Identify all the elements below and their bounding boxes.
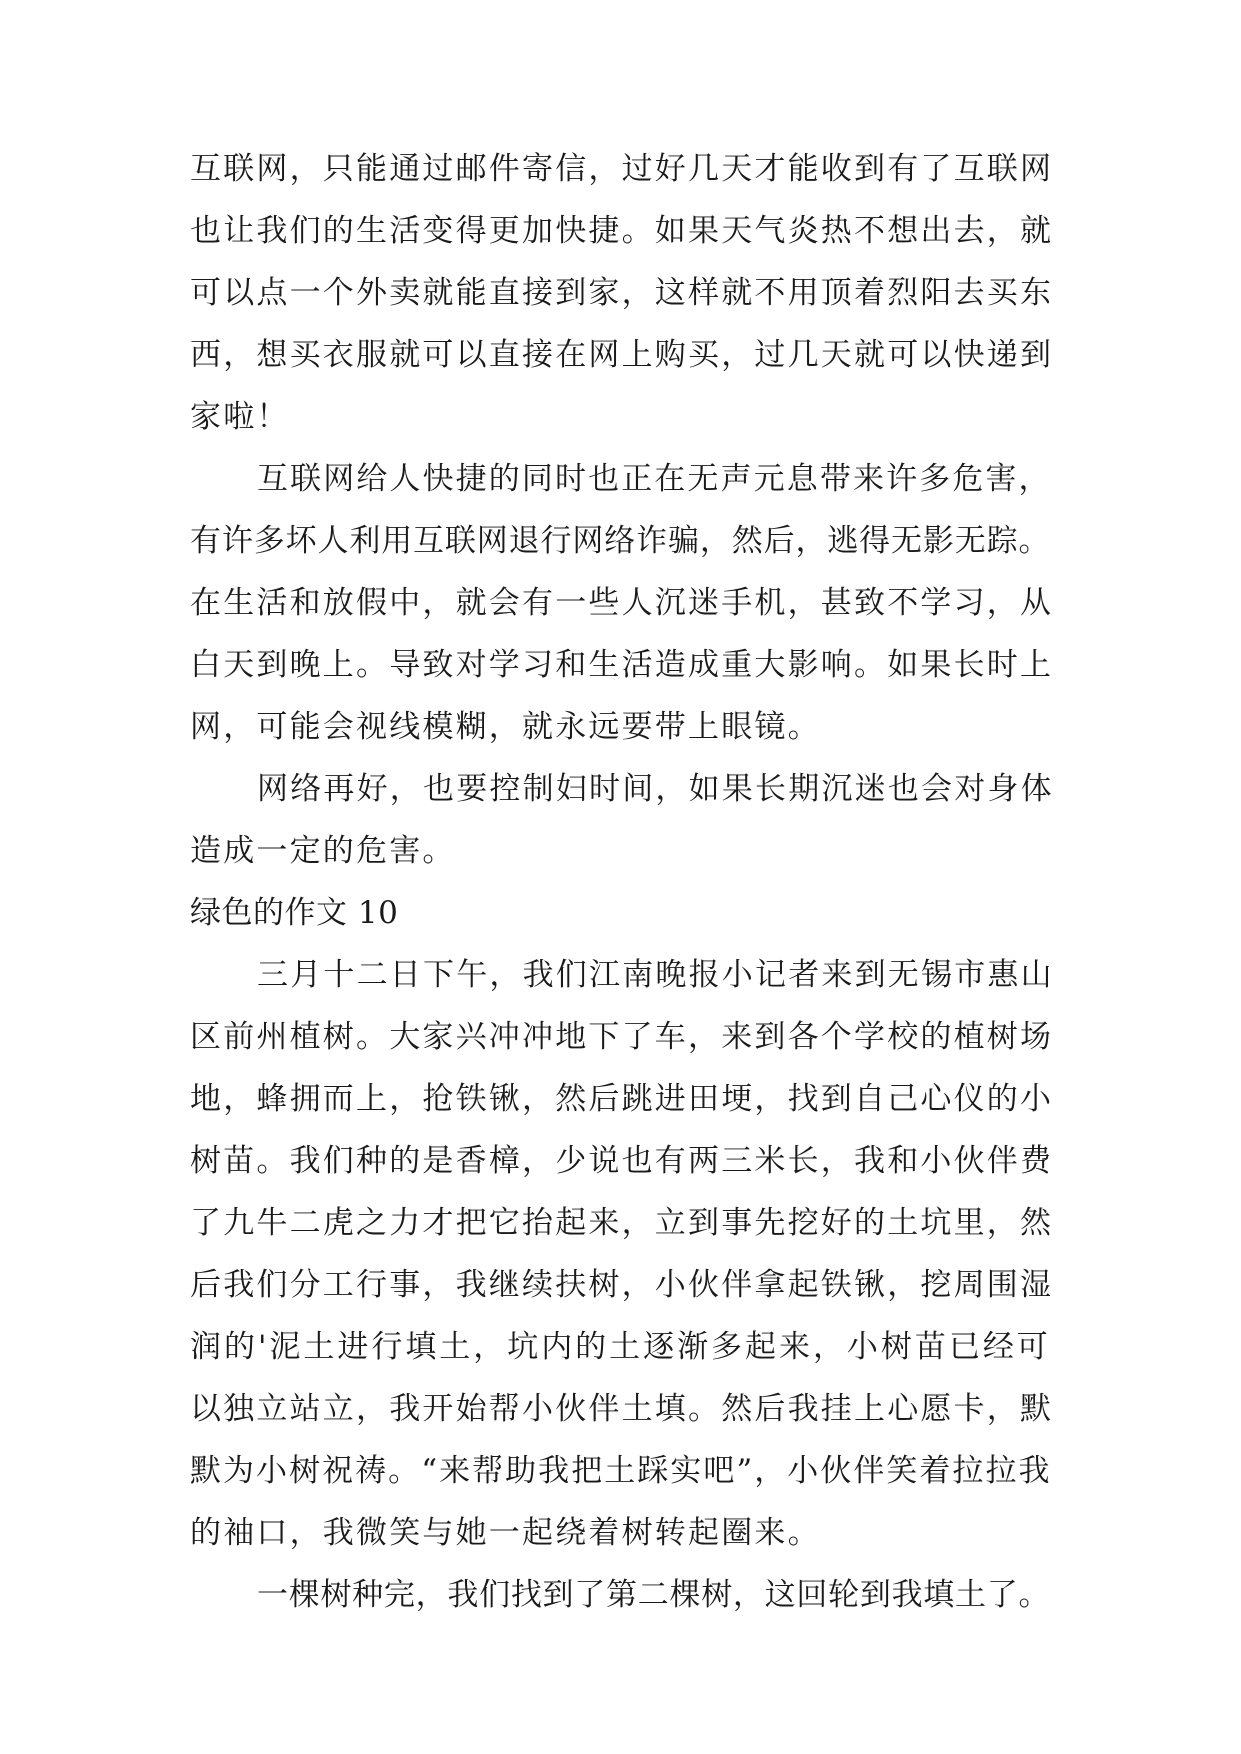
body-text-line: 地，蜂拥而上，抢铁锹，然后跳进田埂，找到自己心仪的小 (190, 1081, 1054, 1117)
body-text-line: 造成一定的危害。 (190, 833, 456, 869)
body-text-line: 在生活和放假中，就会有一些人沉迷手机，甚致不学习，从 (190, 585, 1054, 621)
paragraph-first-line: 网络再好，也要控制妇时间，如果长期沉迷也会对身体 (257, 771, 1054, 807)
body-text-line: 了九牛二虎之力才把它抬起来，立到事先挖好的土坑里，然 (190, 1205, 1054, 1241)
body-text-line: 有许多坏人利用互联网退行网络诈骗，然后，逃得无影无踪。 (190, 523, 1050, 559)
paragraph-first-line: 互联网给人快捷的同时也正在无声元息带来许多危害， (257, 461, 1050, 497)
body-text-line: 润的'泥土进行填土，坑内的土逐渐多起来，小树苗已经可 (190, 1329, 1050, 1365)
body-text-line: 西，想买衣服就可以直接在网上购买，过几天就可以快递到 (190, 337, 1054, 373)
paragraph-first-line: 一棵树种完，我们找到了第二棵树，这回轮到我填土了。 (257, 1577, 1050, 1613)
body-text-line: 可以点一个外卖就能直接到家，这样就不用顶着烈阳去买东 (190, 275, 1054, 311)
body-text-line: 后我们分工行事，我继续扶树，小伙伴拿起铁锹，挖周围湿 (190, 1267, 1054, 1303)
paragraph-first-line: 三月十二日下午，我们江南晚报小记者来到无锡市惠山 (257, 957, 1054, 993)
section-heading: 绿色的作文 10 (190, 895, 399, 931)
body-text-line: 以独立站立，我开始帮小伙伴土填。然后我挂上心愿卡，默 (190, 1391, 1054, 1427)
body-text-line: 互联网，只能通过邮件寄信，过好几天才能收到有了互联网 (190, 151, 1054, 187)
body-text-line: 树苗。我们种的是香樟，少说也有两三米长，我和小伙伴费 (190, 1143, 1054, 1179)
body-text-line: 家啦！ (190, 399, 290, 435)
body-text-line: 的袖口，我微笑与她一起绕着树转起圈来。 (190, 1515, 821, 1551)
body-text-line: 也让我们的生活变得更加快捷。如果天气炎热不想出去，就 (190, 213, 1054, 249)
body-text-line: 白天到晚上。导致对学习和生活造成重大影响。如果长时上 (190, 647, 1054, 683)
body-text-line: 网，可能会视线模糊，就永远要带上眼镜。 (190, 709, 821, 745)
body-text-line: 默为小树祝祷。“来帮助我把土踩实吧”，小伙伴笑着拉拉我 (190, 1453, 1050, 1489)
body-text-line: 区前州植树。大家兴冲冲地下了车，来到各个学校的植树场 (190, 1019, 1054, 1055)
